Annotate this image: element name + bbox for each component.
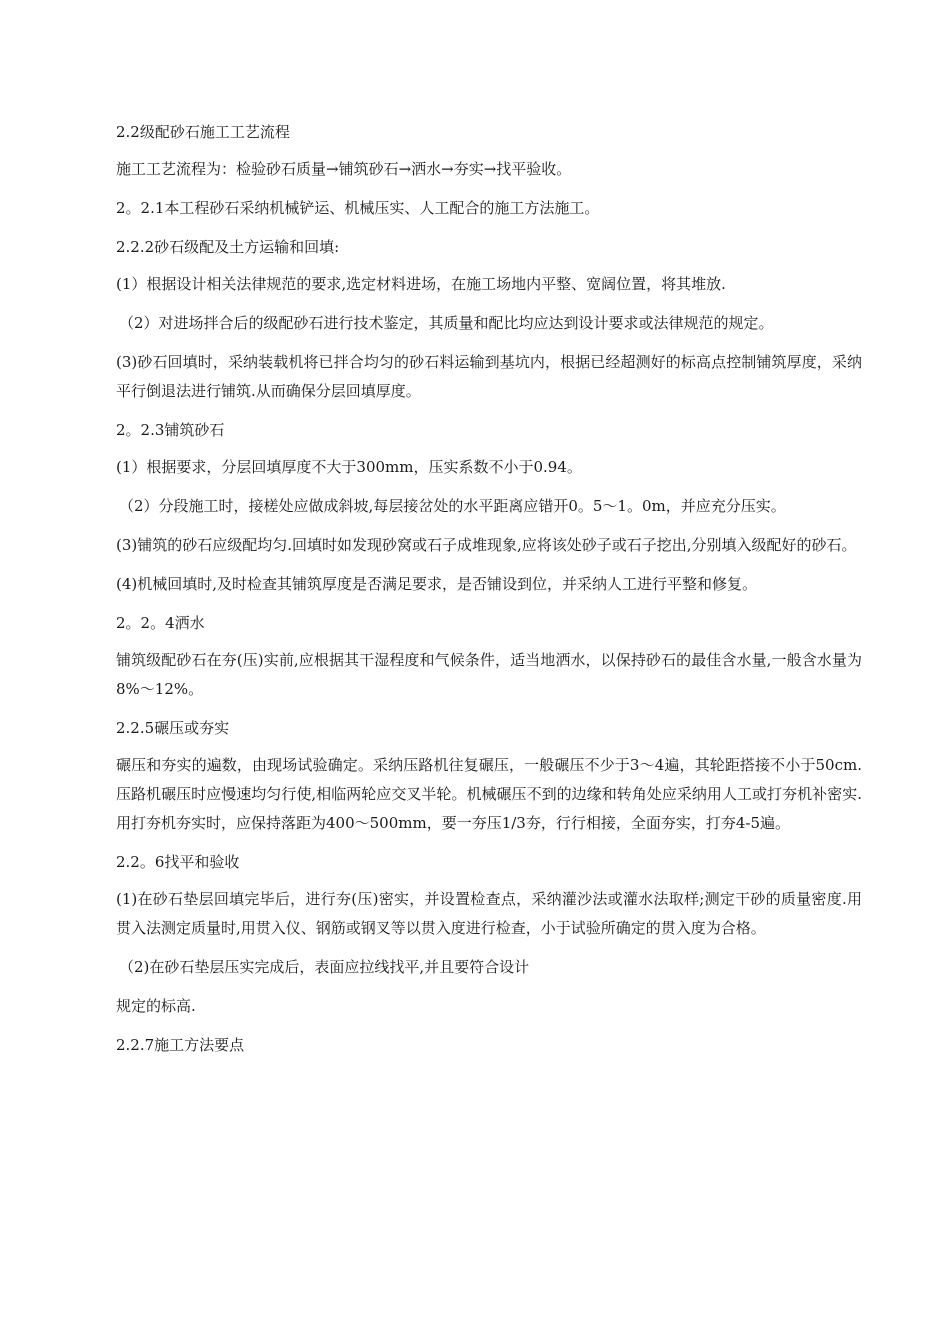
list-item-2-2-2-2: （2）对进场拌合后的级配砂石进行技术鉴定，其质量和配比均应达到设计要求或法律规范的规定。 xyxy=(119,314,774,332)
section-heading-2-2-5: 2.2.5碾压或夯实 xyxy=(116,719,230,737)
list-item-2-2-6-2: （2)在砂石垫层压实完成后，表面应拉线找平,并且要符合设计 xyxy=(119,958,530,976)
section-heading-2-2-3: 2。2.3铺筑砂石 xyxy=(116,421,225,439)
section-heading-2-2-6: 2.2。6找平和验收 xyxy=(116,853,240,871)
list-item-2-2-6-1: (1)在砂石垫层回填完毕后，进行夯(压)密实，并设置检查点，采纳灌沙法或灌水法取样;测定干砂的质量密度.用贯入法测定质量时,用贯入仪、钢筋或钢叉等以贯入度进行检查，小于试验所确定的贯入度为合格。 xyxy=(116,890,862,937)
paragraph-compaction: 碾压和夯实的遍数，由现场试验确定。采纳压路机往复碾压，一般碾压不少于3～4遍，其轮距搭接不小于50cm.压路机碾压时应慢速均匀行使,相临两轮应交叉半轮。机械碾压不到的边缘和转角处应采纳用人工或打夯机补密实.用打夯机夯实时，应保持落距为400～500mm，要一夯压1/3夯，行行相接，全面夯实，打夯4-5遍。 xyxy=(116,756,862,832)
document-body xyxy=(116,118,862,1068)
paragraph-2-2-1: 2。2.1本工程砂石采纳机械铲运、机械压实、人工配合的施工方法施工。 xyxy=(116,199,600,217)
paragraph-process-flow: 施工工艺流程为：检验砂石质量→铺筑砂石→洒水→夯实→找平验收。 xyxy=(116,160,572,178)
section-heading-2-2: 2.2级配砂石施工工艺流程 xyxy=(116,123,290,141)
list-item-2-2-2-3: (3)砂石回填时，采纳装载机将已拌合均匀的砂石料运输到基坑内，根据已经超测好的标高点控制铺筑厚度，采纳平行倒退法进行铺筑.从而确保分层回填厚度。 xyxy=(116,353,862,400)
list-item-2-2-2-1: (1）根据设计相关法律规范的要求,选定材料进场，在施工场地内平整、宽阔位置，将其堆放. xyxy=(116,275,726,293)
section-heading-2-2-2: 2.2.2砂石级配及土方运输和回填: xyxy=(116,238,340,256)
list-item-2-2-3-2: （2）分段施工时，接槎处应做成斜坡,每层接岔处的水平距离应错开0。5～1。0m，并应充分压实。 xyxy=(119,497,786,515)
section-heading-2-2-7: 2.2.7施工方法要点 xyxy=(116,1036,245,1054)
paragraph-sprinkling: 铺筑级配砂石在夯(压)实前,应根据其干湿程度和气候条件，适当地洒水，以保持砂石的最佳含水量,一般含水量为8%～12%。 xyxy=(116,651,862,698)
section-heading-2-2-4: 2。2。4洒水 xyxy=(116,614,205,632)
list-item-2-2-3-3: (3)铺筑的砂石应级配均匀.回填时如发现砂窝或石子成堆现象,应将该处砂子或石子挖出,分别填入级配好的砂石。 xyxy=(116,536,857,554)
list-item-2-2-3-1: (1）根据要求，分层回填厚度不大于300mm，压实系数不小于0.94。 xyxy=(116,458,582,476)
list-item-2-2-3-4: (4)机械回填时,及时检查其铺筑厚度是否满足要求，是否铺设到位，并采纳人工进行平整和修复。 xyxy=(116,575,758,593)
paragraph-elevation: 规定的标高. xyxy=(116,997,196,1015)
